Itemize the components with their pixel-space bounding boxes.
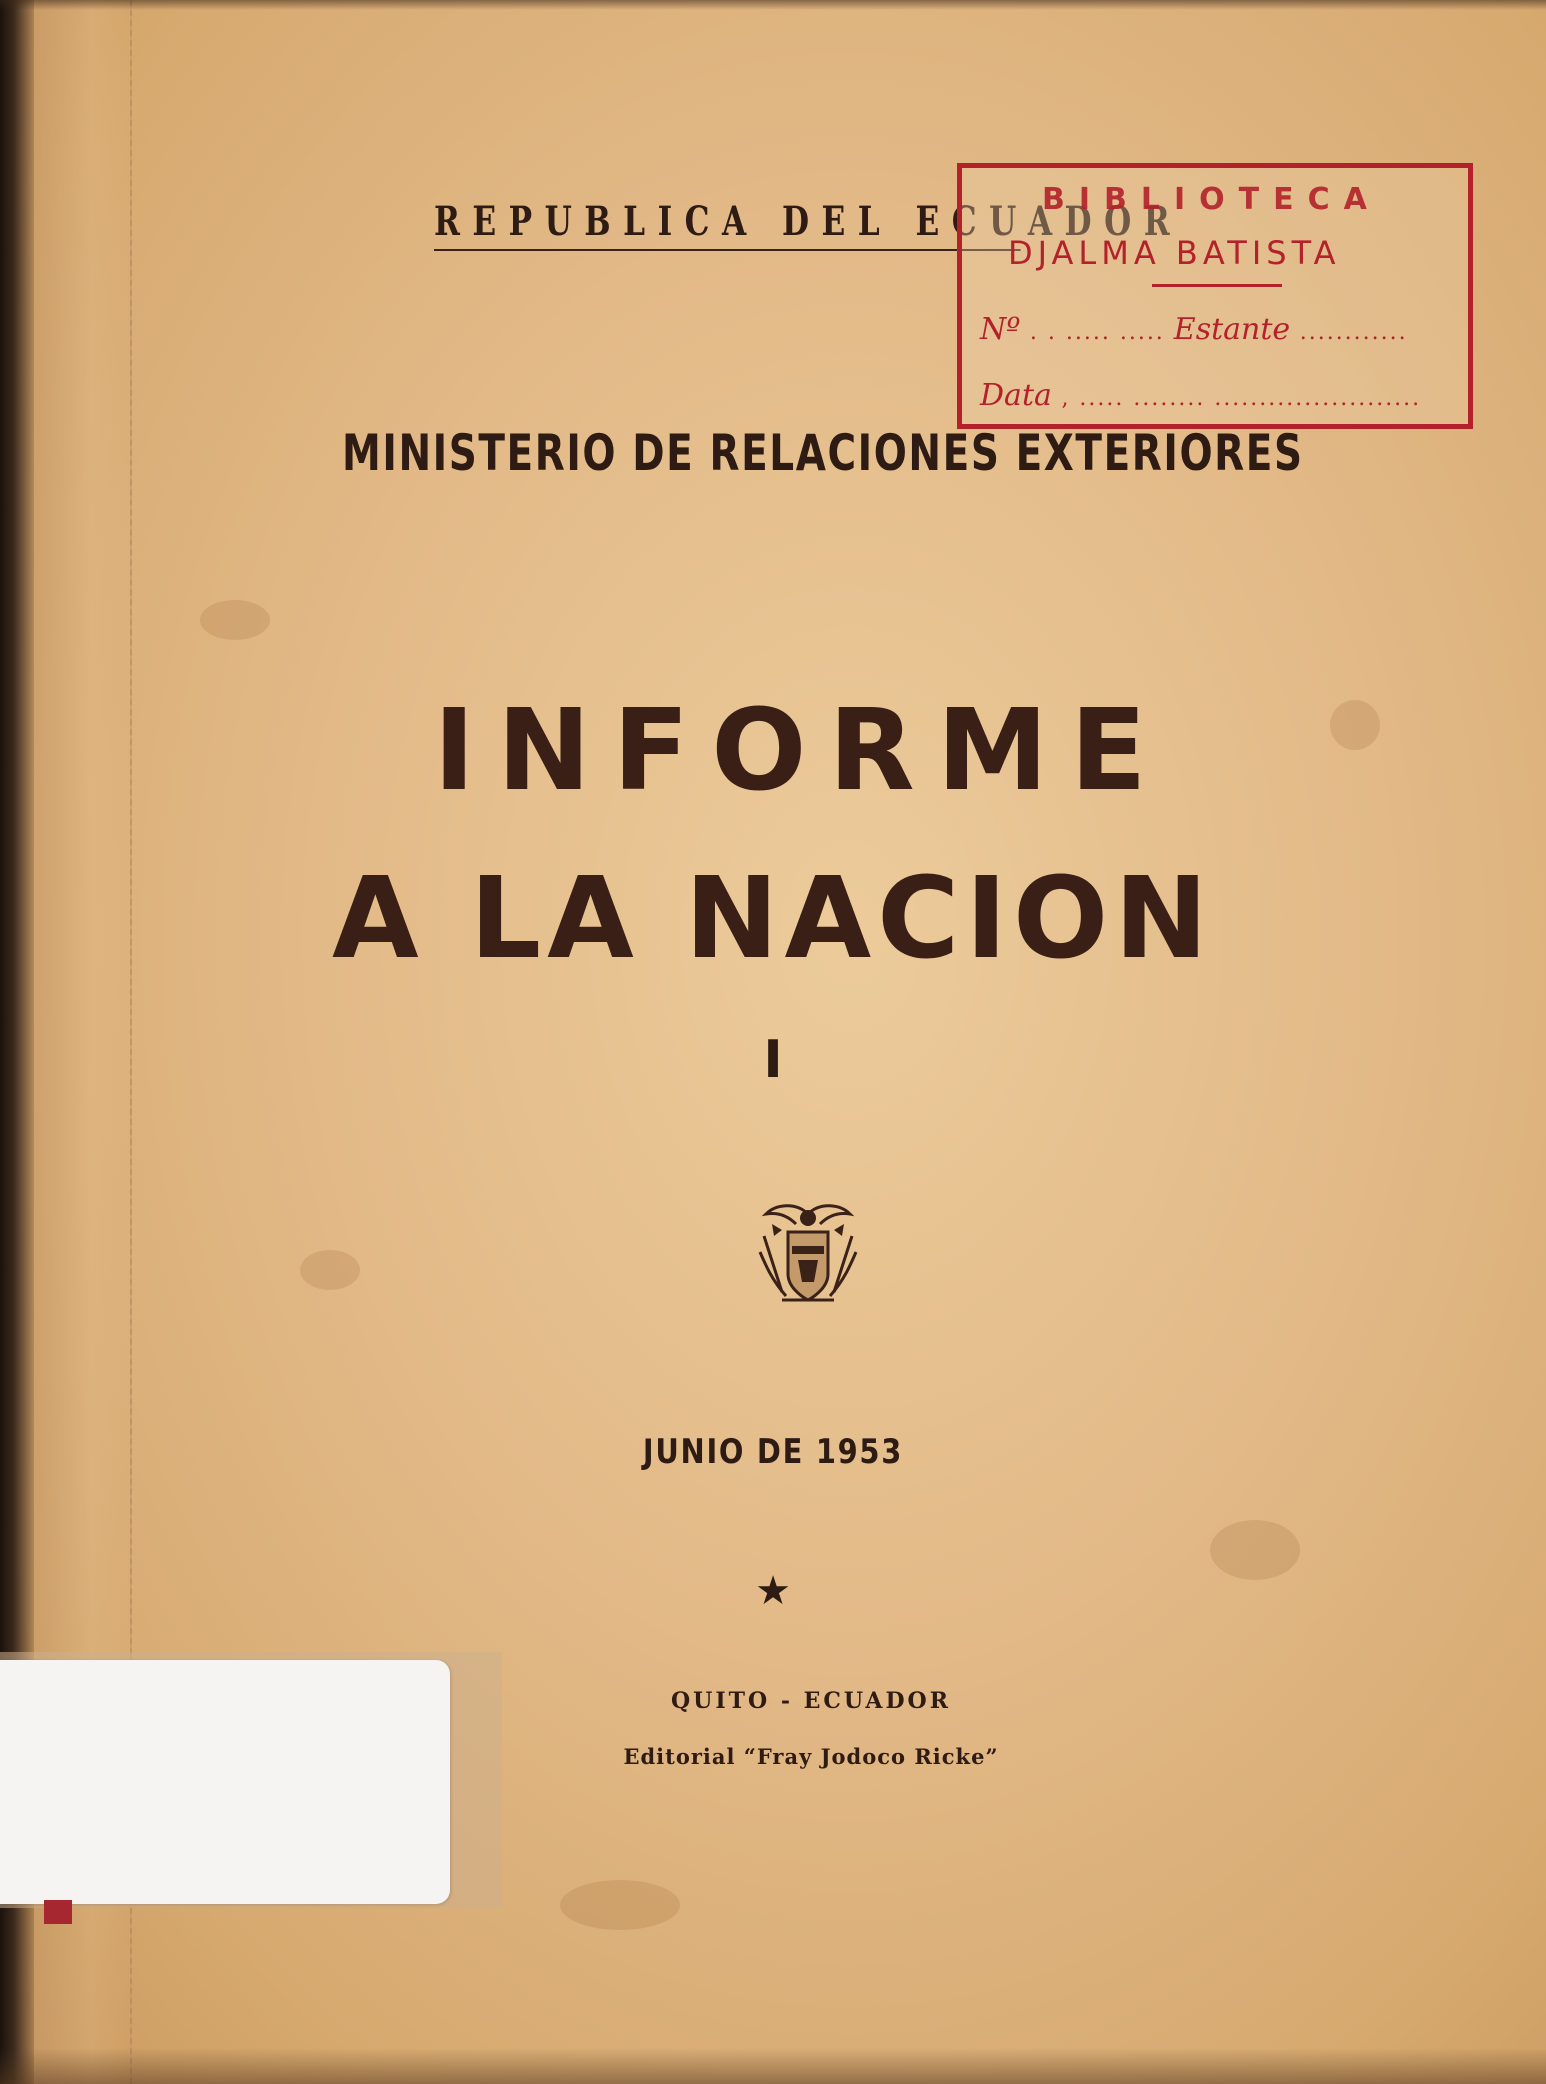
publication-date: JUNIO DE 1953 [642, 1432, 904, 1472]
star-icon: ★ [755, 1568, 791, 1614]
title-line-2: A LA NACION [332, 854, 1214, 984]
stamp-library-name: DJALMA BATISTA [1008, 234, 1341, 272]
volume-number: I [763, 1030, 783, 1090]
blank-library-label [0, 1660, 450, 1904]
red-tape-mark [44, 1900, 72, 1924]
dotted-line: ............ [1299, 320, 1408, 345]
country-heading: REPUBLICA DEL ECUADOR [434, 198, 1021, 251]
stamp-shelf-label: Estante [1173, 312, 1291, 347]
stamp-date-label: Data [980, 378, 1052, 413]
coat-of-arms-icon [752, 1196, 864, 1314]
dotted-line: , ..... ........ ....................... [1061, 386, 1422, 411]
paper-stain [200, 600, 270, 640]
stamp-date-row [980, 378, 1421, 413]
publication-city: QUITO - ECUADOR [670, 1688, 951, 1714]
stamp-title: BIBLIOTECA [1042, 182, 1381, 217]
bottom-edge [0, 2048, 1546, 2084]
ministry-heading: MINISTERIO DE RELACIONES EXTERIORES [342, 424, 1304, 482]
stamp-number-label: Nº [980, 312, 1021, 347]
publisher-name: Editorial “Fray Jodoco Ricke” [623, 1744, 999, 1769]
title-line-1: INFORME [433, 686, 1169, 816]
library-stamp [957, 163, 1473, 429]
stamp-number-row [980, 312, 1408, 347]
stamp-divider [1152, 284, 1282, 287]
paper-stain [560, 1880, 680, 1930]
paper-stain [300, 1250, 360, 1290]
top-edge [0, 0, 1546, 10]
dotted-line: . . ..... ..... [1029, 320, 1174, 345]
